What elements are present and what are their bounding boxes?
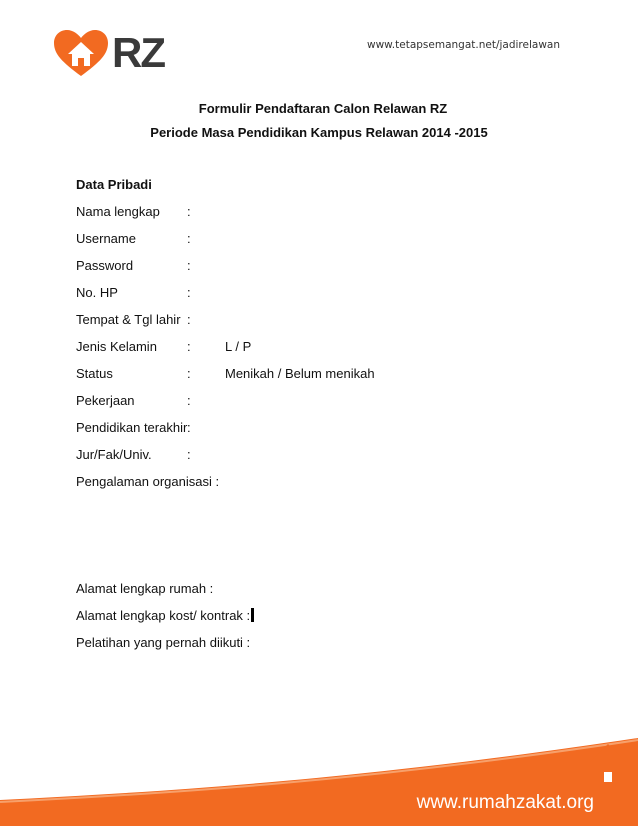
field-colon: : [187, 204, 191, 219]
field-colon: : [187, 420, 191, 435]
text-cursor [251, 608, 254, 622]
field-label: Nama lengkap [76, 204, 160, 219]
field-label: Tempat & Tgl lahir [76, 312, 181, 327]
field-label: Password [76, 258, 134, 273]
footer-url: www.rumahzakat.org [416, 792, 594, 813]
field-colon: : [187, 258, 191, 273]
field-label: Status [76, 366, 113, 381]
field-label: Pekerjaan [76, 393, 135, 408]
pelatihan-label: Pelatihan yang pernah diikuti : [76, 635, 251, 650]
footer-banner [0, 716, 638, 826]
field-value: L / P [225, 339, 252, 354]
form-subtitle: Periode Masa Pendidikan Kampus Relawan 2014 -2015 [150, 125, 488, 140]
rz-logo [52, 28, 182, 78]
field-colon: : [187, 366, 191, 381]
field-label: Jur/Fak/Univ. [76, 447, 152, 462]
field-colon: : [187, 339, 191, 354]
form-title: Formulir Pendaftaran Calon Relawan RZ [198, 101, 448, 116]
field-value: Menikah / Belum menikah [225, 366, 375, 381]
alamat-rumah-label: Alamat lengkap rumah : [76, 581, 214, 596]
field-label: Pendidikan terakhir [76, 420, 188, 435]
field-colon: : [187, 231, 191, 246]
header-url: www.tetapsemangat.net/jadirelawan [366, 39, 560, 51]
logo-text: RZ [112, 29, 164, 76]
field-colon: : [187, 312, 191, 327]
house-icon [588, 742, 628, 786]
field-colon: : [187, 447, 191, 462]
field-label: Jenis Kelamin [76, 339, 157, 354]
field-colon: : [187, 393, 191, 408]
field-colon: : [187, 285, 191, 300]
field-label: Username [76, 231, 136, 246]
section-title: Data Pribadi [76, 177, 152, 192]
field-label: No. HP [76, 285, 118, 300]
organisasi-label: Pengalaman organisasi : [76, 474, 220, 489]
alamat-kost-row [76, 608, 254, 623]
alamat-kost-label: Alamat lengkap kost/ kontrak : [76, 608, 251, 623]
heart-house-icon [52, 28, 110, 78]
